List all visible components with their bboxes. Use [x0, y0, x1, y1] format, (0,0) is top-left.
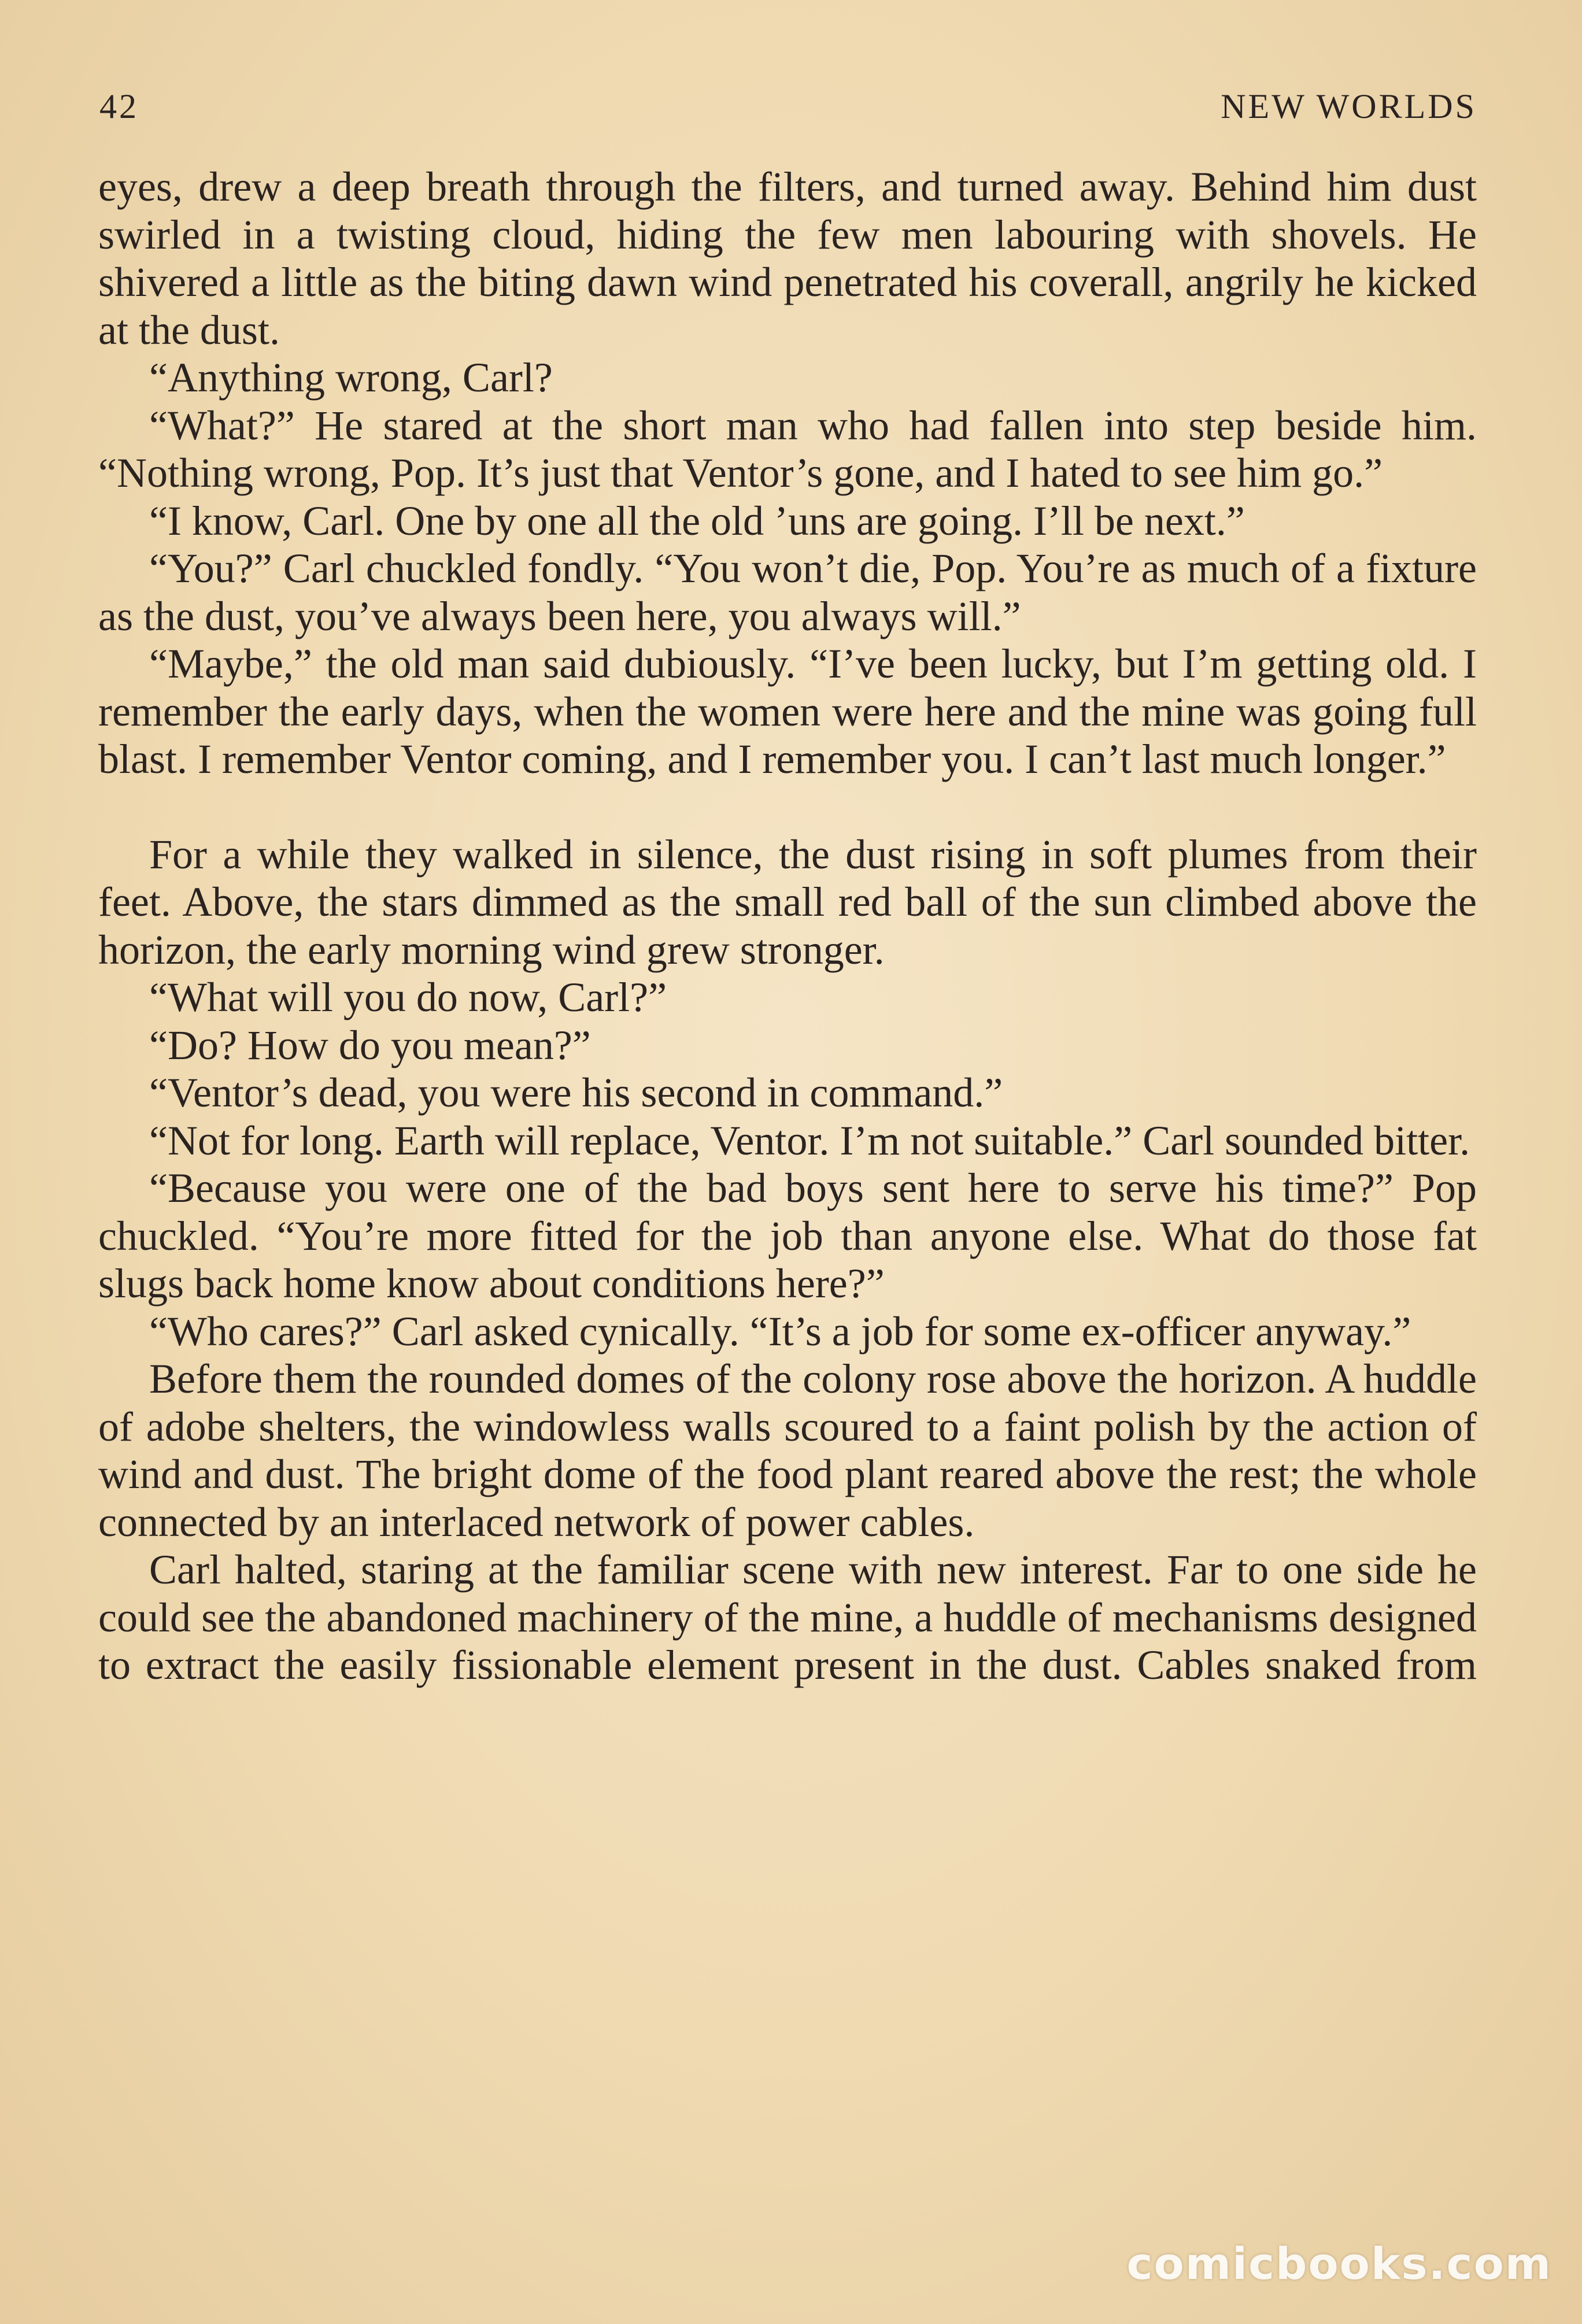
paragraph: eyes, drew a deep breath through the filters, and turned away. Behind him dust swirled in a twisting cloud, hiding the few men labouring with shovels. He shivered a little as the biting dawn wind penetrated his coverall, angrily he kicked at the dust.: [98, 164, 1477, 353]
paragraph: “Who cares?” Carl asked cynically. “It’s a job for some ex-officer anyway.”: [149, 1308, 1411, 1355]
paragraph: “Do? How do you mean?”: [149, 1022, 591, 1068]
paragraph: “Because you were one of the bad boys sent here to serve his time?” Pop chuckled. “You’re more fitted for the job than anyone else. What do those fat slugs back home know about conditions here?”: [98, 1165, 1477, 1307]
watermark: comicbooks.com: [1126, 2238, 1552, 2289]
running-head: [99, 87, 1477, 139]
paragraph: For a while they walked in silence, the dust rising in soft plumes from their feet. Above, the stars dimmed as the small red ball of the sun climbed above the horizon, the early morning wind grew stronger.: [98, 831, 1477, 973]
paragraph: “I know, Carl. One by one all the old ’uns are going. I’ll be next.”: [149, 497, 1245, 544]
paragraph: “What will you do now, Carl?”: [149, 974, 667, 1020]
journal-title: NEW WORLDS: [1221, 87, 1477, 125]
paragraph: “What?” He stared at the short man who had fallen into step beside him. “Nothing wrong, Pop. It’s just that Ventor’s gone, and I hated to see him go.”: [98, 402, 1477, 496]
story-text: [98, 163, 1477, 1689]
paragraph: Before them the rounded domes of the colony rose above the horizon. A huddle of adobe shelters, the windowless walls scoured to a faint polish by the action of wind and dust. The bright dome of the food plant reared above the rest; the whole connected by an interlaced network of power cables.: [98, 1356, 1477, 1545]
page-number: 42: [99, 87, 139, 125]
paragraph: “You?” Carl chuckled fondly. “You won’t die, Pop. You’re as much of a fixture as the dust, you’ve always been here, you always will.”: [98, 545, 1477, 639]
paragraph: “Ventor’s dead, you were his second in command.”: [149, 1070, 1003, 1116]
paragraph: “Anything wrong, Carl?: [149, 354, 553, 401]
section-break: [98, 783, 1477, 831]
paragraph: “Maybe,” the old man said dubiously. “I’ve been lucky, but I’m getting old. I remember the early days, when the women were here and the mine was going full blast. I remember Ventor coming, and I remember you. I can’t last much longer.”: [98, 641, 1477, 782]
paragraph: Carl halted, staring at the familiar scene with new interest. Far to one side he could see the abandoned machinery of the mine, a huddle of mechanisms designed to extract the easily fissionable element present in the dust. Cables snaked from: [98, 1546, 1477, 1688]
paragraph: “Not for long. Earth will replace, Ventor. I’m not suitable.” Carl sounded bitter.: [149, 1117, 1470, 1164]
